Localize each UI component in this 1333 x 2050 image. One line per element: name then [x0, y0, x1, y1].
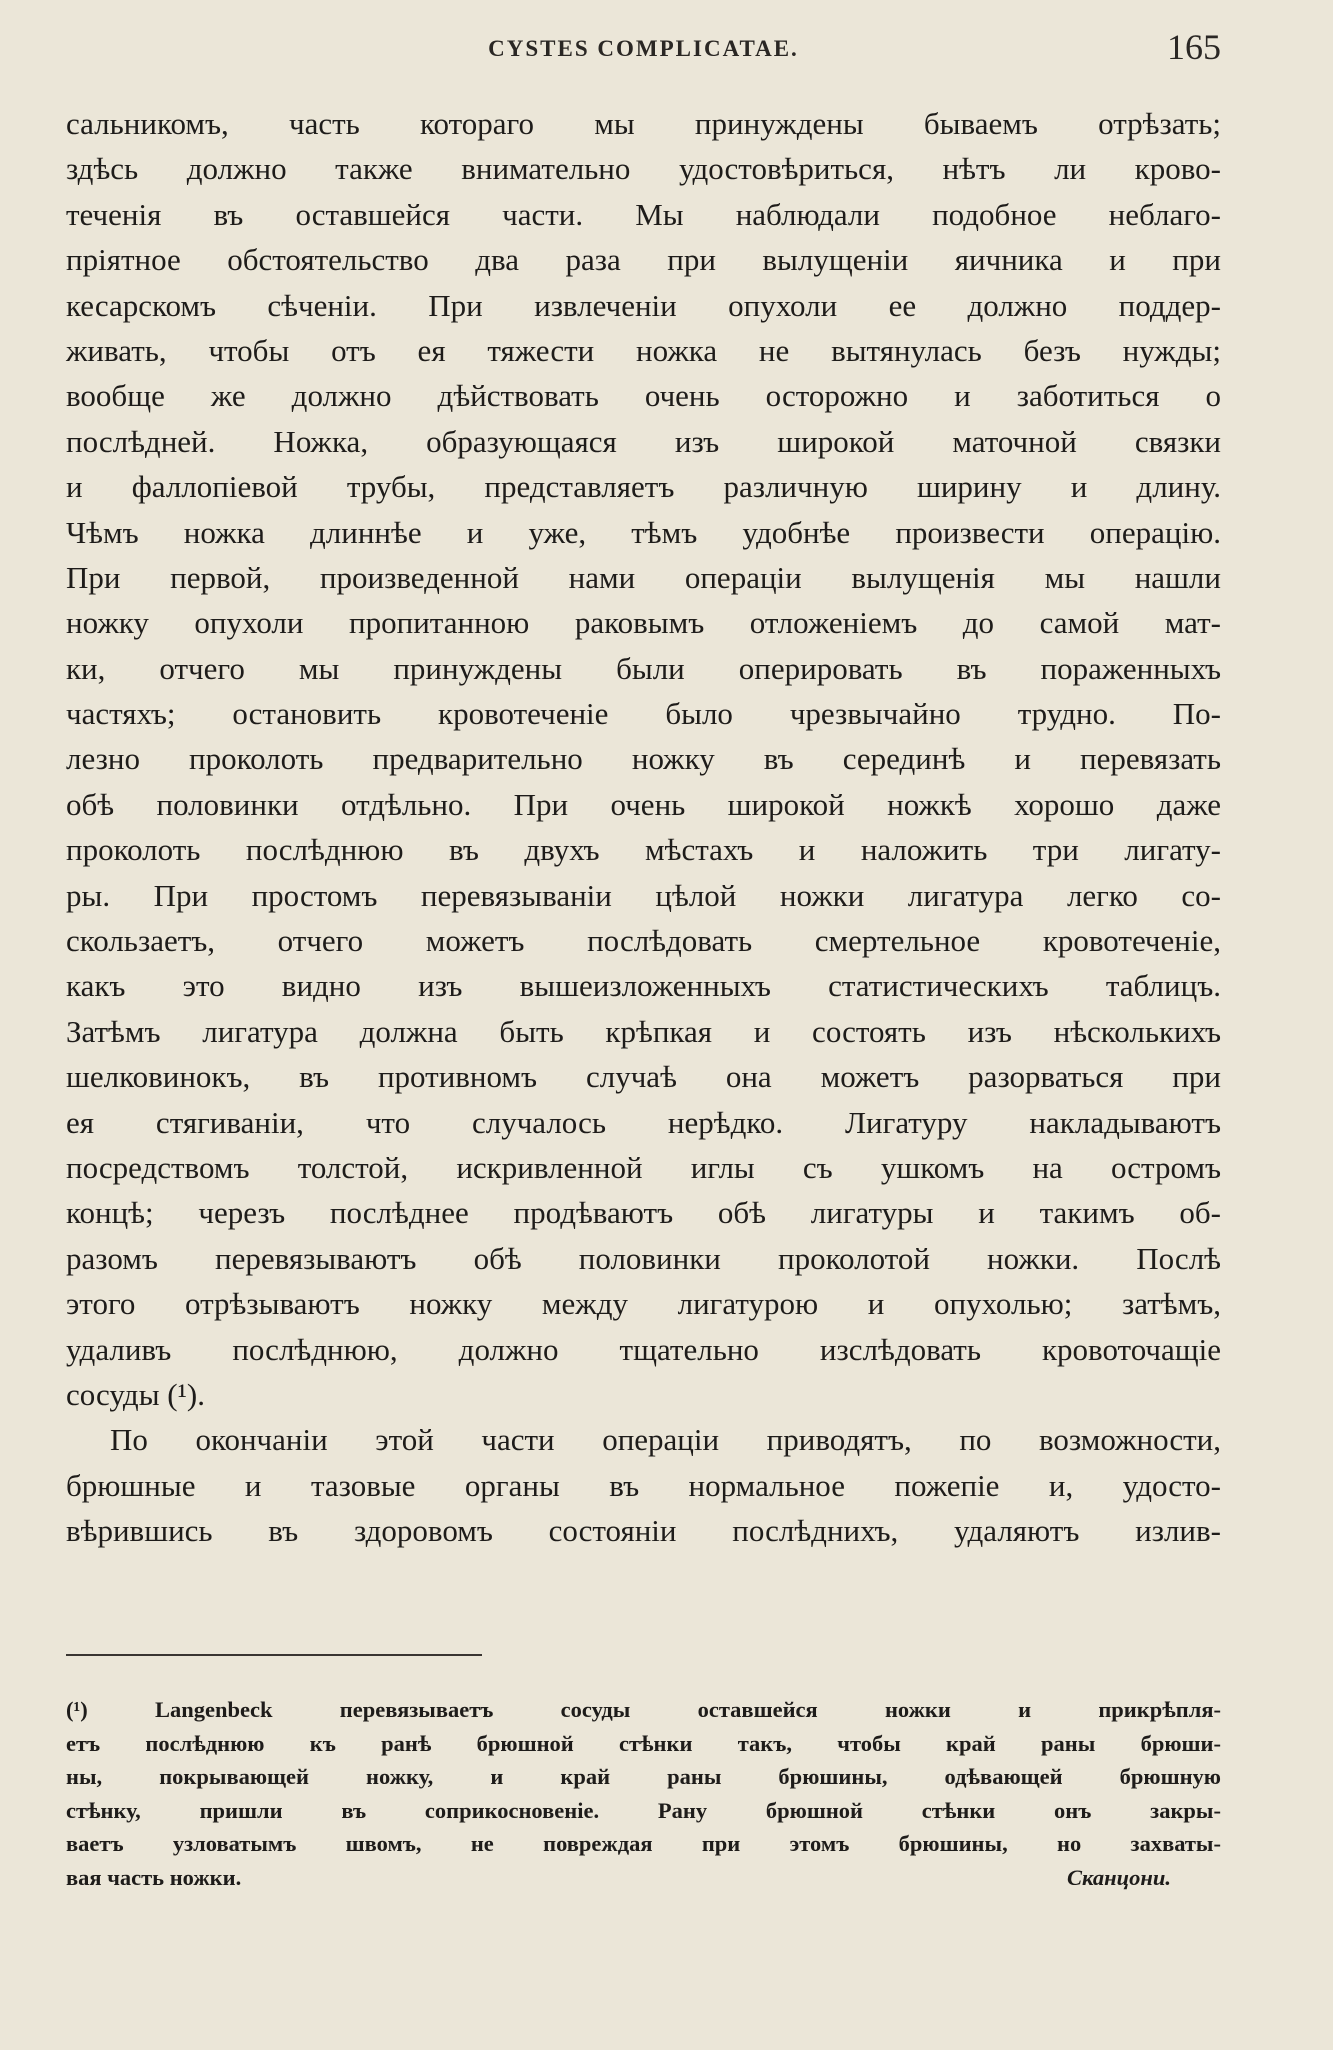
footnote-line: ваетъ узловатымъ швомъ, не повреждая при этомъ брюшины, но захваты- [66, 1831, 1221, 1857]
text-line: здѣсь должно также внимательно удостовѣриться, нѣтъ ли крово- [66, 151, 1221, 187]
text-line: посредствомъ толстой, искривленной иглы съ ушкомъ на остромъ [66, 1149, 1221, 1185]
text-line: скользаетъ, отчего можетъ послѣдовать смертельное кровотеченіе, [66, 923, 1221, 959]
text-line: Чѣмъ ножка длиннѣе и уже, тѣмъ удобнѣе произвести операцію. [66, 514, 1221, 550]
text-line: сосуды (¹). [66, 1376, 205, 1412]
footnote-line: етъ послѣднюю къ ранѣ брюшной стѣнки такъ, чтобы край раны брюши- [66, 1730, 1221, 1756]
text-line: этого отрѣзываютъ ножку между лигатурою и опухолью; затѣмъ, [66, 1286, 1221, 1322]
text-line: концѣ; черезъ послѣднее продѣваютъ обѣ лигатуры и такимъ об- [66, 1195, 1221, 1231]
text-line: вообще же должно дѣйствовать очень осторожно и заботиться о [66, 378, 1221, 414]
text-line: ки, отчего мы принуждены были оперировать въ пораженныхъ [66, 650, 1221, 686]
footnote-last-line [66, 1861, 1221, 1895]
paragraph-start-line: По окончаніи этой части операціи приводятъ, по возможности, [110, 1422, 1221, 1458]
text-line: При первой, произведенной нами операціи вылущенія мы нашли [66, 559, 1221, 595]
text-line: сальникомъ, часть котораго мы принуждены бываемъ отрѣзать; [66, 106, 1221, 141]
text-line: теченія въ оставшейся части. Мы наблюдали подобное неблаго- [66, 196, 1221, 232]
footnote-line: (¹) Langenbeck перевязываетъ сосуды оставшейся ножки и прикрѣпля- [66, 1697, 1221, 1722]
text-line: ея стягиваніи, что случалось нерѣдко. Лигатуру накладываютъ [66, 1104, 1221, 1140]
text-line: проколоть послѣднюю въ двухъ мѣстахъ и наложить три лигату- [66, 832, 1221, 868]
footnote [66, 1693, 1221, 1895]
text-line: ры. При простомъ перевязываніи цѣлой ножки лигатура легко со- [66, 877, 1221, 913]
text-line: обѣ половинки отдѣльно. При очень широкой ножкѣ хорошо даже [66, 786, 1221, 822]
footnote-line: стѣнку, пришли въ соприкосновеніе. Рану брюшной стѣнки онъ закры- [66, 1797, 1221, 1823]
text-line: Затѣмъ лигатура должна быть крѣпкая и состоять изъ нѣсколькихъ [66, 1013, 1221, 1049]
text-line: лезно проколоть предварительно ножку въ серединѣ и перевязать [66, 741, 1221, 777]
text-line: шелковинокъ, въ противномъ случаѣ она можетъ разорваться при [66, 1059, 1221, 1095]
text-line: и фаллопіевой трубы, представляетъ различную ширину и длину. [66, 469, 1221, 505]
text-line: кесарскомъ сѣченіи. При извлеченіи опухоли ее должно поддер- [66, 287, 1221, 323]
text-line: разомъ перевязываютъ обѣ половинки проколотой ножки. Послѣ [66, 1240, 1221, 1276]
text-line: какъ это видно изъ вышеизложенныхъ статистическихъ таблицъ. [66, 968, 1221, 1004]
footnote-line: ны, покрывающей ножку, и край раны брюшины, одѣвающей брюшную [66, 1764, 1221, 1790]
text-line: удаливъ послѣднюю, должно тщательно изслѣдовать кровоточащіе [66, 1331, 1221, 1367]
running-head: CYSTES COMPLICATAE. [488, 36, 799, 61]
text-line: живать, чтобы отъ ея тяжести ножка не вытянулась безъ нужды; [66, 332, 1221, 368]
text-line: частяхъ; остановить кровотеченіе было чрезвычайно трудно. По- [66, 696, 1221, 732]
footnote-line: вая часть ножки. [66, 1864, 242, 1890]
footnote-signature: Сканцони. [1067, 1864, 1171, 1890]
text-line: вѣрившись въ здоровомъ состояніи послѣднихъ, удаляютъ излив- [66, 1513, 1221, 1549]
text-line: ножку опухоли пропитанною раковымъ отложеніемъ до самой мат- [66, 605, 1221, 641]
footnote-divider [66, 1654, 482, 1656]
text-line: послѣдней. Ножка, образующаяся изъ широкой маточной связки [66, 423, 1221, 459]
main-text [66, 101, 1221, 1554]
page-header [66, 26, 1221, 70]
text-line: брюшные и тазовые органы въ нормальное пожепіе и, удосто- [66, 1467, 1221, 1503]
page-number: 165 [1167, 27, 1221, 67]
text-line: пріятное обстоятельство два раза при вылущеніи яичника и при [66, 242, 1221, 278]
